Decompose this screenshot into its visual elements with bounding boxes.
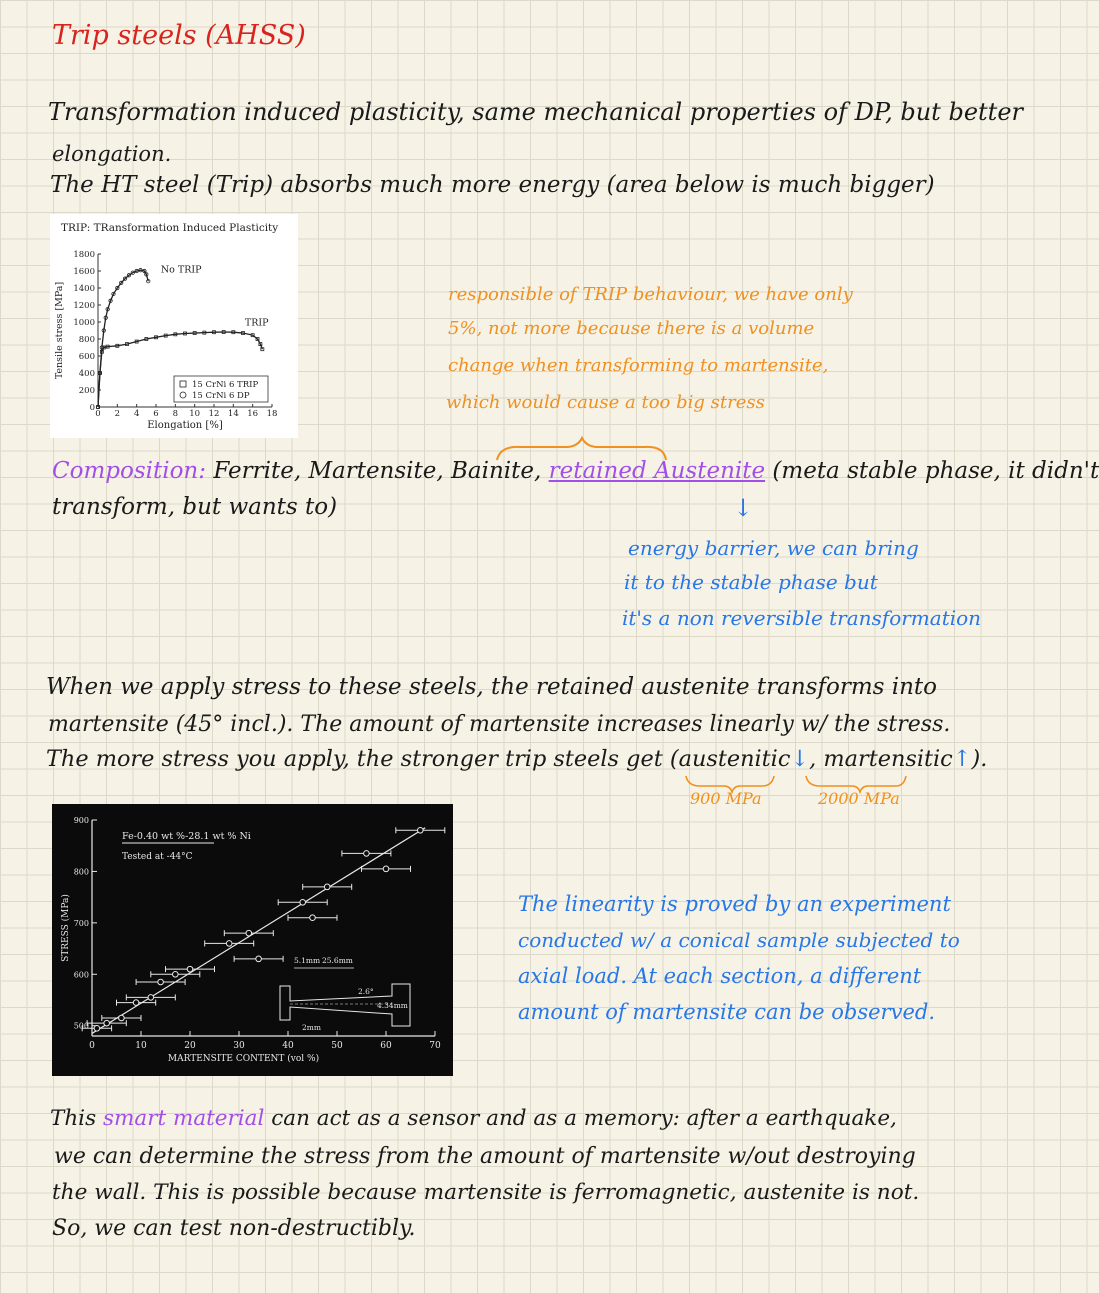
y-tick-label: 1800 <box>73 250 95 260</box>
composition-line-1 <box>52 458 1099 484</box>
blue-note-1-line-2: it to the stable phase but <box>624 570 878 594</box>
blue-note-1-line-3: it's a non reversible transformation <box>622 606 982 630</box>
x-tick-label: 70 <box>429 1041 441 1051</box>
data-point <box>418 827 424 833</box>
final-para-line-2: we can determine the stress from the amount of martensite w/out destroying <box>54 1144 916 1169</box>
final-para-line-4: So, we can test non-destructibly. <box>52 1216 416 1241</box>
comma: , <box>809 746 817 772</box>
x-tick-label: 50 <box>331 1041 343 1051</box>
orange-note-line-1: responsible of TRIP behaviour, we have only <box>448 284 853 305</box>
y-tick-label: 1400 <box>73 284 95 294</box>
y-tick-label: 900 <box>73 816 89 825</box>
x-tick-label: 0 <box>95 409 101 419</box>
x-tick-label: 0 <box>89 1041 95 1051</box>
data-point <box>133 1000 139 1006</box>
martensite-chart-svg <box>52 804 453 1076</box>
x-tick-label: 14 <box>227 409 239 419</box>
inset-label-angle: 2.6° <box>358 987 374 996</box>
data-point <box>383 866 389 872</box>
x-tick-label: 8 <box>172 409 179 419</box>
x-axis-label: Elongation [%] <box>147 420 223 431</box>
data-point <box>246 930 252 936</box>
composition-line-2: transform, but wants to) <box>52 494 338 520</box>
close-paren: ). <box>971 746 988 772</box>
data-point <box>148 995 154 1001</box>
orange-note-line-3: change when transforming to martensite, <box>448 355 829 376</box>
data-point <box>173 971 179 977</box>
legend-entry-trip: 15 CrNi 6 TRIP <box>192 380 259 390</box>
x-tick-label: 4 <box>133 409 140 419</box>
retained-austenite: retained Austenite <box>548 458 766 484</box>
martensitic-value: 2000 MPa <box>818 789 900 808</box>
x-tick-label: 10 <box>189 409 201 419</box>
orange-note-line-4: which would cause a too big stress <box>446 392 765 413</box>
series-line-1 <box>98 270 148 407</box>
x-tick-label: 30 <box>233 1041 245 1051</box>
final-para-line-1-rest: can act as a sensor and as a memory: after a earthquake, <box>271 1106 897 1131</box>
retained-austenite-brace <box>497 438 666 460</box>
legend-entry-dp: 15 CrNi 6 DP <box>192 391 250 401</box>
composition-label: Composition: <box>52 458 206 484</box>
intro-line-2: elongation. <box>52 142 172 166</box>
blue-note-2-line-2: conducted w/ a conical sample subjected to <box>518 928 960 952</box>
austenitic-value: 900 MPa <box>690 789 762 808</box>
y-tick-label: 1600 <box>73 267 95 277</box>
data-point <box>158 979 164 985</box>
y-axis-label: Tensile stress [MPa] <box>54 281 65 380</box>
trip-stress-strain-chart <box>50 214 298 438</box>
inset-label-diameter: 4.34mm <box>377 1001 408 1010</box>
x-tick-label: 2 <box>114 409 121 419</box>
final-para-line-1 <box>50 1106 897 1131</box>
chart-annotation-temperature: Tested at -44°C <box>122 852 193 862</box>
curve-label-trip: TRIP <box>244 317 269 329</box>
y-tick-label: 600 <box>73 970 89 980</box>
down-arrow-icon: ↓ <box>733 494 754 522</box>
chart-annotation-composition: Fe-0.40 wt %-28.1 wt % Ni <box>122 831 251 842</box>
stress-para-line-1: When we apply stress to these steels, the retained austenite transforms into <box>46 674 938 700</box>
martensite-stress-chart <box>52 804 453 1076</box>
y-tick-label: 1200 <box>73 301 95 311</box>
smart-material: smart material <box>102 1106 265 1131</box>
austenitic-word: austenitic <box>678 746 791 772</box>
data-point <box>187 966 193 972</box>
stress-para-line-3-text: The more stress you apply, the stronger trip steels get ( <box>46 746 679 772</box>
y-tick-label: 500 <box>73 1021 89 1031</box>
curve-label-no-trip: No TRIP <box>160 264 202 276</box>
data-point <box>256 956 262 962</box>
martensitic-word: martensitic <box>823 746 953 772</box>
x-tick-label: 6 <box>153 409 159 419</box>
x-tick-label: 16 <box>247 409 259 419</box>
y-tick-label: 400 <box>78 369 95 379</box>
y-tick-label: 0 <box>89 403 95 413</box>
chart-title: TRIP: TRansformation Induced Plasticity <box>61 222 279 234</box>
final-para-line-3: the wall. This is possible because martensite is ferromagnetic, austenite is not. <box>52 1180 920 1205</box>
orange-note-line-2: 5%, not more because there is a volume <box>448 318 815 339</box>
trip-chart-svg <box>50 214 298 438</box>
data-point <box>324 884 330 890</box>
data-point <box>310 915 316 921</box>
stress-para-line-2: martensite (45° incl.). The amount of martensite increases linearly w/ the stress. <box>48 712 951 737</box>
inset-label-length-2: 25.6mm <box>322 956 353 965</box>
data-point <box>119 1015 125 1021</box>
y-tick-label: 700 <box>73 918 89 928</box>
blue-note-2-line-3: axial load. At each section, a different <box>518 964 922 988</box>
x-tick-label: 60 <box>380 1041 392 1051</box>
y-tick-label: 600 <box>78 352 95 362</box>
stress-para-line-3 <box>46 746 987 772</box>
x-tick-label: 12 <box>208 409 220 419</box>
intro-line-3: The HT steel (Trip) absorbs much more energy (area below is much bigger) <box>50 172 935 198</box>
x-tick-label: 20 <box>184 1041 196 1051</box>
intro-line-1: Transformation induced plasticity, same mechanical properties of DP, but better <box>48 98 1023 126</box>
data-point <box>300 899 306 905</box>
data-point <box>226 941 232 947</box>
y-tick-label: 800 <box>73 867 89 877</box>
up-arrow-icon: ↑ <box>952 746 972 772</box>
composition-rest: (meta stable phase, it didn't <box>772 458 1099 484</box>
y-tick-label: 800 <box>78 335 95 345</box>
composition-list: Ferrite, Martensite, Bainite, <box>213 458 542 484</box>
blue-note-2-line-4: amount of martensite can be observed. <box>518 1000 935 1024</box>
x-tick-label: 10 <box>135 1041 147 1051</box>
inset-label-length-1: 5.1mm <box>294 956 321 965</box>
x-tick-label: 18 <box>266 409 278 419</box>
y-axis-label: STRESS (MPa) <box>61 894 71 962</box>
data-point <box>104 1020 110 1026</box>
x-axis-label: MARTENSITE CONTENT (vol %) <box>167 1054 320 1064</box>
blue-note-2-line-1: The linearity is proved by an experiment <box>518 892 951 916</box>
blue-note-1-line-1: energy barrier, we can bring <box>628 536 919 560</box>
y-tick-label: 200 <box>78 386 95 396</box>
final-para-this: This <box>50 1106 97 1131</box>
x-tick-label: 40 <box>282 1041 294 1051</box>
down-arrow-icon: ↓ <box>790 746 810 772</box>
inset-label-base: 2mm <box>302 1023 321 1032</box>
data-point <box>364 851 370 857</box>
y-tick-label: 1000 <box>73 318 95 328</box>
data-point <box>94 1025 100 1031</box>
page-title: Trip steels (AHSS) <box>52 20 306 51</box>
